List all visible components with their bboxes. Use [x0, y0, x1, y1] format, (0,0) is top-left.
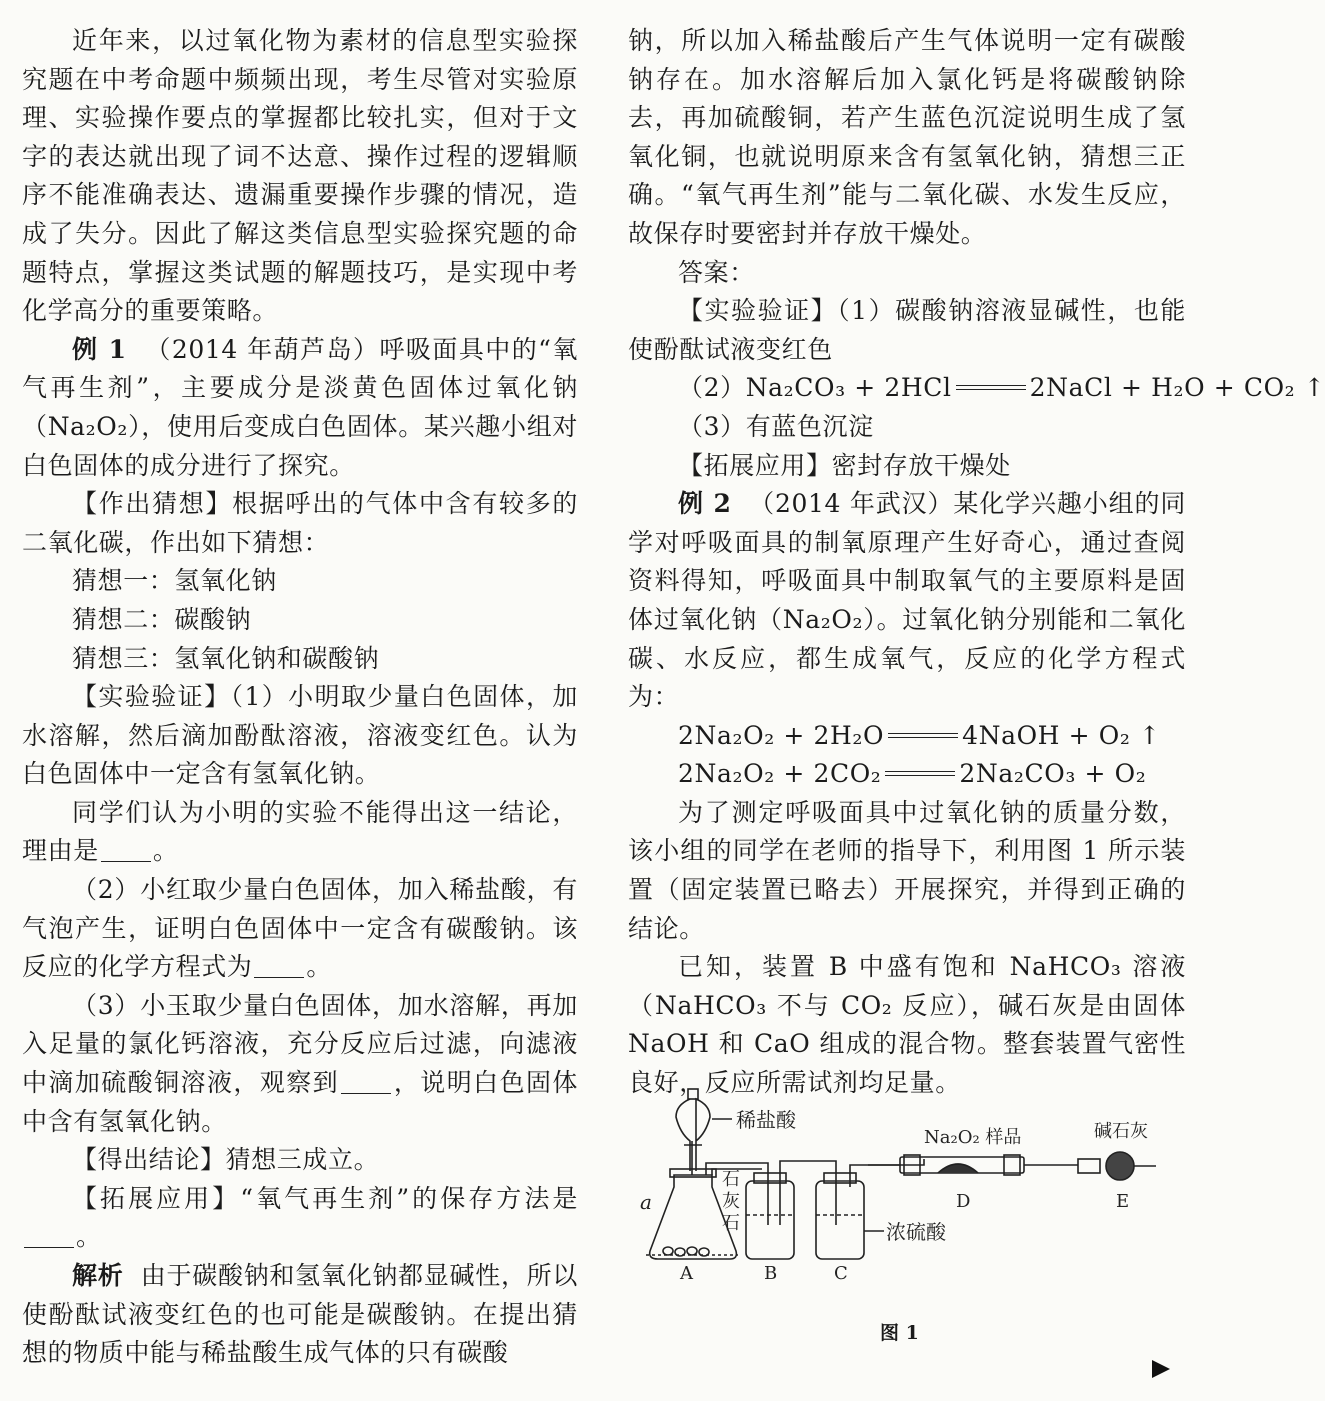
equation-1-right: 4NaOH + O₂ ↑	[962, 720, 1161, 750]
answer-heading: 答案：	[678, 257, 755, 287]
example-2-paragraph	[628, 485, 1186, 717]
equation-1-left: 2Na₂O₂ + 2H₂O	[678, 720, 885, 750]
analysis-label: 解析	[72, 1261, 124, 1290]
right-column	[628, 22, 1325, 1103]
answer-3: （3）有蓝色沉淀	[678, 411, 874, 441]
known-paragraph: 已知，装置 B 中盛有饱和 NaHCO₃ 溶液（NaHCO₃ 不与 CO₂ 反应），碱石灰是由固体 NaOH 和 CaO 组成的混合物。整套装置气密性良好，反应所需试剂均足量。	[628, 952, 1186, 1098]
label-C: C	[834, 1263, 848, 1284]
answer-blank	[101, 837, 151, 862]
equation-2-left: 2Na₂O₂ + 2CO₂	[678, 759, 882, 789]
verify-1-reason-end: 。	[152, 836, 179, 866]
guess-heading: 【作出猜想】根据呼出的气体中含有较多的二氧化碳，作出如下猜想：	[22, 489, 578, 557]
label-sulfuric-acid: 浓硫酸	[886, 1220, 946, 1244]
purpose-paragraph: 为了测定呼吸面具中过氧化钠的质量分数，该小组的同学在老师的指导下，利用图 1 所示装置（固定装置已略去）开展探究，并得到正确的结论。	[628, 797, 1186, 943]
label-B: B	[764, 1263, 778, 1284]
equation-left: （2）Na₂CO₃ + 2HCl	[678, 373, 952, 403]
label-hydrochloric-acid: 稀盐酸	[736, 1108, 796, 1132]
answer-extend: 【拓展应用】密封存放干燥处	[678, 450, 1011, 480]
analysis-text: 由于碳酸钠和氢氧化钠都显碱性，所以使酚酞试液变红色的也可能是碳酸钠。在提出猜想的物质中能与稀盐酸生成气体的只有碳酸	[22, 1261, 578, 1368]
example-2-text: （2014 年武汉）某化学兴趣小组的同学对呼吸面具的制氧原理产生好奇心，通过查阅资料得知，呼吸面具中制取氧气的主要原料是固体过氧化钠（Na₂O₂）。过氧化钠分别能和二氧化碳、水反应，都生成氧气，反应的化学方程式为：	[628, 489, 1186, 712]
answer-1: 【实验验证】（1）碳酸钠溶液显碱性，也能使酚酞试液变红色	[628, 296, 1186, 364]
answer-blank	[341, 1069, 391, 1094]
figure-caption: 图 1	[880, 1322, 919, 1344]
analysis-continued: 钠，所以加入稀盐酸后产生气体说明一定有碳酸钠存在。加水溶解后加入氯化钙是将碳酸钠除去，再加硫酸铜，若产生蓝色沉淀说明生成了氢氧化铜，也就说明原来含有氢氧化钠，猜想三正确。“氧气再生剂”能与二氧化碳、水发生反应，故保存时要密封并存放干燥处。	[628, 26, 1186, 248]
intro-paragraph: 近年来，以过氧化物为素材的信息型实验探究题在中考命题中频频出现，考生尽管对实验原理、实验操作要点的掌握都比较扎实，但对于文字的表达就出现了词不达意、操作过程的逻辑顺序不能准确表达、遗漏重要操作步骤的情况，造成了失分。因此了解这类信息型实验探究题的命题特点，掌握这类试题的解题技巧，是实现中考化学高分的重要策略。	[22, 26, 578, 326]
label-A: A	[680, 1263, 693, 1284]
equals-sign	[956, 385, 1026, 390]
verify-3-end: ，说明白色固体中含有氢氧化钠。	[22, 1068, 579, 1136]
verify-2	[22, 871, 578, 987]
apparatus-diagram	[628, 1075, 1188, 1315]
verify-2-end: 。	[306, 952, 333, 982]
guess-3: 猜想三：氢氧化钠和碳酸钠	[72, 643, 380, 673]
equals-sign	[885, 771, 955, 776]
label-a: a	[640, 1190, 652, 1214]
verify-1-reason	[22, 794, 578, 871]
bottle-b	[746, 1181, 794, 1259]
equation-right: 2NaCl + H₂O + CO₂ ↑	[1029, 373, 1325, 403]
example-1-label: 例 1	[72, 334, 127, 364]
equation-1	[628, 717, 1186, 756]
answer-2-equation	[628, 369, 1325, 408]
flask-a-stopper	[670, 1169, 716, 1177]
drying-tube-e	[1078, 1159, 1100, 1173]
label-E: E	[1116, 1191, 1130, 1212]
example-2-label: 例 2	[678, 489, 732, 519]
label-limestone-1: 石	[722, 1169, 740, 1190]
equals-sign	[888, 733, 958, 738]
label-soda-lime: 碱石灰	[1094, 1121, 1148, 1142]
extend-question-end: 。	[76, 1222, 102, 1252]
guess-2: 猜想二：碳酸钠	[72, 604, 252, 634]
verify-3	[22, 987, 578, 1141]
answer-blank	[254, 953, 304, 978]
bottle-c	[816, 1181, 864, 1259]
example-1-paragraph	[22, 331, 578, 485]
equation-2	[628, 755, 1186, 794]
equation-2-right: 2Na₂CO₃ + O₂	[959, 759, 1147, 789]
extend-question	[22, 1180, 578, 1257]
label-limestone-2: 灰	[722, 1191, 740, 1212]
analysis-paragraph	[22, 1257, 578, 1373]
extend-question-text: 【拓展应用】“氧气再生剂”的保存方法是	[72, 1183, 578, 1213]
label-D: D	[956, 1191, 971, 1212]
verify-2-text: （2）小红取少量白色固体，加入稀盐酸，有气泡产生，证明白色固体中一定含有碳酸钠。该反应的化学方程式为	[22, 875, 578, 982]
answer-blank	[24, 1223, 74, 1248]
separatory-funnel	[676, 1099, 710, 1171]
left-column	[22, 22, 578, 1373]
verify-3-text: （3）小玉取少量白色固体，加水溶解，再加入足量的氯化钙溶液，充分反应后过滤，向滤液中滴加硫酸铜溶液，观察到	[22, 990, 578, 1098]
next-page-arrow-icon	[1152, 1360, 1170, 1378]
label-sample: Na₂O₂ 样品	[924, 1127, 1022, 1148]
guess-1: 猜想一：氢氧化钠	[72, 566, 277, 596]
label-limestone-3: 石	[722, 1213, 740, 1234]
verify-1: 【实验验证】（1）小明取少量白色固体，加水溶解，然后滴加酚酞溶液，溶液变红色。认为白色固体中一定含有氢氧化钠。	[22, 682, 578, 789]
example-1-text: （2014 年葫芦岛）呼吸面具中的“氧气再生剂”，主要成分是淡黄色固体过氧化钠（Na₂O₂），使用后变成白色固体。某兴趣小组对白色固体的成分进行了探究。	[22, 334, 578, 480]
conclusion: 【得出结论】猜想三成立。	[72, 1145, 380, 1175]
verify-1-reason-text: 同学们认为小明的实验不能得出这一结论，理由是	[22, 797, 578, 866]
